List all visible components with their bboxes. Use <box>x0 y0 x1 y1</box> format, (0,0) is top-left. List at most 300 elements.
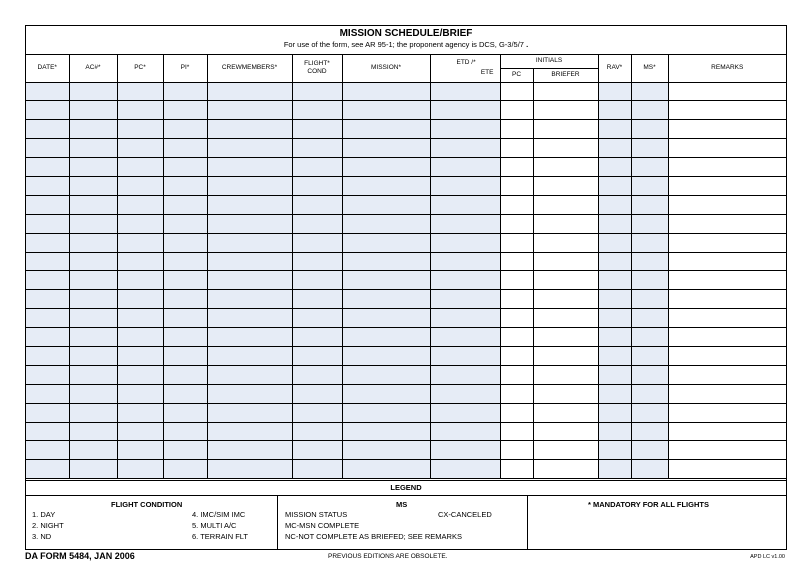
cell-remarks[interactable] <box>668 290 786 309</box>
cell-crewmembers[interactable] <box>207 365 292 384</box>
cell-mission[interactable] <box>342 422 430 441</box>
cell-date[interactable] <box>26 460 69 479</box>
cell-ms[interactable] <box>631 365 668 384</box>
cell-etd-ete[interactable] <box>430 176 500 195</box>
cell-pi[interactable] <box>163 271 207 290</box>
cell-rav[interactable] <box>598 290 631 309</box>
cell-etd-ete[interactable] <box>430 195 500 214</box>
cell-ac[interactable] <box>69 441 117 460</box>
cell-pi[interactable] <box>163 195 207 214</box>
cell-etd-ete[interactable] <box>430 252 500 271</box>
cell-mission[interactable] <box>342 158 430 177</box>
cell-pc[interactable] <box>117 328 163 347</box>
cell-mission[interactable] <box>342 82 430 101</box>
cell-initials-pc[interactable] <box>500 309 533 328</box>
cell-rav[interactable] <box>598 233 631 252</box>
cell-remarks[interactable] <box>668 233 786 252</box>
cell-initials-pc[interactable] <box>500 384 533 403</box>
cell-date[interactable] <box>26 365 69 384</box>
col-header-ete: ETE <box>480 69 494 76</box>
table-row <box>26 309 786 328</box>
cell-etd-ete[interactable] <box>430 403 500 422</box>
cell-pi[interactable] <box>163 233 207 252</box>
cell-ms[interactable] <box>631 271 668 290</box>
cell-initials-pc[interactable] <box>500 101 533 120</box>
cell-initials-pc[interactable] <box>500 365 533 384</box>
cell-ms[interactable] <box>631 290 668 309</box>
cell-pc[interactable] <box>117 441 163 460</box>
cell-pc[interactable] <box>117 309 163 328</box>
cell-ms[interactable] <box>631 422 668 441</box>
table-row <box>26 346 786 365</box>
cell-mission[interactable] <box>342 441 430 460</box>
cell-initials-pc[interactable] <box>500 328 533 347</box>
cell-etd-ete[interactable] <box>430 309 500 328</box>
cell-ac[interactable] <box>69 158 117 177</box>
cell-remarks[interactable] <box>668 384 786 403</box>
cell-initials-pc[interactable] <box>500 233 533 252</box>
cell-remarks[interactable] <box>668 365 786 384</box>
cell-initials-briefer[interactable] <box>533 214 598 233</box>
cell-date[interactable] <box>26 271 69 290</box>
cell-rav[interactable] <box>598 176 631 195</box>
cell-initials-pc[interactable] <box>500 441 533 460</box>
cell-remarks[interactable] <box>668 139 786 158</box>
cell-pc[interactable] <box>117 403 163 422</box>
cell-initials-pc[interactable] <box>500 176 533 195</box>
cell-initials-briefer[interactable] <box>533 328 598 347</box>
cell-initials-briefer[interactable] <box>533 176 598 195</box>
cell-ac[interactable] <box>69 309 117 328</box>
cell-ms[interactable] <box>631 120 668 139</box>
cell-ac[interactable] <box>69 384 117 403</box>
cell-initials-pc[interactable] <box>500 290 533 309</box>
cell-rav[interactable] <box>598 252 631 271</box>
cell-crewmembers[interactable] <box>207 195 292 214</box>
cell-flight-cond[interactable] <box>292 328 342 347</box>
cell-remarks[interactable] <box>668 120 786 139</box>
cell-crewmembers[interactable] <box>207 328 292 347</box>
cell-ms[interactable] <box>631 195 668 214</box>
cell-date[interactable] <box>26 252 69 271</box>
cell-ac[interactable] <box>69 365 117 384</box>
cell-rav[interactable] <box>598 309 631 328</box>
cell-date[interactable] <box>26 233 69 252</box>
cell-date[interactable] <box>26 384 69 403</box>
cell-pi[interactable] <box>163 403 207 422</box>
col-header-flight-cond-line2: COND <box>307 67 327 75</box>
cell-ms[interactable] <box>631 441 668 460</box>
cell-date[interactable] <box>26 214 69 233</box>
table-row <box>26 214 786 233</box>
cell-remarks[interactable] <box>668 403 786 422</box>
cell-rav[interactable] <box>598 120 631 139</box>
cell-ac[interactable] <box>69 214 117 233</box>
form-title: MISSION SCHEDULE/BRIEF <box>339 28 473 39</box>
cell-pi[interactable] <box>163 346 207 365</box>
cell-ac[interactable] <box>69 176 117 195</box>
cell-crewmembers[interactable] <box>207 120 292 139</box>
cell-rav[interactable] <box>598 403 631 422</box>
cell-date[interactable] <box>26 120 69 139</box>
cell-ms[interactable] <box>631 403 668 422</box>
cell-flight-cond[interactable] <box>292 101 342 120</box>
cell-mission[interactable] <box>342 460 430 479</box>
cell-crewmembers[interactable] <box>207 309 292 328</box>
cell-mission[interactable] <box>342 365 430 384</box>
cell-mission[interactable] <box>342 214 430 233</box>
cell-pc[interactable] <box>117 422 163 441</box>
cell-flight-cond[interactable] <box>292 158 342 177</box>
cell-mission[interactable] <box>342 233 430 252</box>
cell-initials-briefer[interactable] <box>533 441 598 460</box>
cell-etd-ete[interactable] <box>430 328 500 347</box>
cell-date[interactable] <box>26 441 69 460</box>
cell-pi[interactable] <box>163 120 207 139</box>
cell-flight-cond[interactable] <box>292 460 342 479</box>
legend-ms-status-label: MISSION STATUS <box>285 510 348 519</box>
cell-crewmembers[interactable] <box>207 101 292 120</box>
cell-rav[interactable] <box>598 441 631 460</box>
cell-ac[interactable] <box>69 290 117 309</box>
cell-remarks[interactable] <box>668 422 786 441</box>
cell-pc[interactable] <box>117 158 163 177</box>
cell-date[interactable] <box>26 422 69 441</box>
cell-date[interactable] <box>26 158 69 177</box>
cell-ac[interactable] <box>69 139 117 158</box>
cell-pi[interactable] <box>163 384 207 403</box>
cell-ac[interactable] <box>69 252 117 271</box>
cell-ac[interactable] <box>69 101 117 120</box>
cell-ms[interactable] <box>631 384 668 403</box>
cell-rav[interactable] <box>598 460 631 479</box>
cell-mission[interactable] <box>342 346 430 365</box>
cell-flight-cond[interactable] <box>292 195 342 214</box>
cell-crewmembers[interactable] <box>207 214 292 233</box>
cell-pi[interactable] <box>163 460 207 479</box>
cell-initials-pc[interactable] <box>500 403 533 422</box>
cell-initials-briefer[interactable] <box>533 290 598 309</box>
cell-initials-pc[interactable] <box>500 460 533 479</box>
cell-rav[interactable] <box>598 158 631 177</box>
cell-crewmembers[interactable] <box>207 176 292 195</box>
cell-crewmembers[interactable] <box>207 422 292 441</box>
cell-ms[interactable] <box>631 158 668 177</box>
cell-initials-pc[interactable] <box>500 422 533 441</box>
cell-pi[interactable] <box>163 252 207 271</box>
legend-mandatory <box>528 496 786 549</box>
cell-etd-ete[interactable] <box>430 290 500 309</box>
table-row <box>26 422 786 441</box>
cell-flight-cond[interactable] <box>292 120 342 139</box>
cell-remarks[interactable] <box>668 195 786 214</box>
cell-remarks[interactable] <box>668 176 786 195</box>
col-header-pc: PC* <box>117 54 163 82</box>
cell-ms[interactable] <box>631 252 668 271</box>
legend <box>26 496 786 549</box>
cell-initials-pc[interactable] <box>500 214 533 233</box>
cell-ac[interactable] <box>69 403 117 422</box>
cell-remarks[interactable] <box>668 346 786 365</box>
cell-pc[interactable] <box>117 101 163 120</box>
cell-pi[interactable] <box>163 441 207 460</box>
cell-rav[interactable] <box>598 422 631 441</box>
cell-crewmembers[interactable] <box>207 82 292 101</box>
cell-flight-cond[interactable] <box>292 176 342 195</box>
cell-pc[interactable] <box>117 346 163 365</box>
cell-initials-briefer[interactable] <box>533 158 598 177</box>
cell-flight-cond[interactable] <box>292 422 342 441</box>
cell-rav[interactable] <box>598 214 631 233</box>
cell-initials-briefer[interactable] <box>533 422 598 441</box>
cell-date[interactable] <box>26 403 69 422</box>
cell-initials-briefer[interactable] <box>533 346 598 365</box>
cell-date[interactable] <box>26 176 69 195</box>
cell-ms[interactable] <box>631 139 668 158</box>
cell-initials-briefer[interactable] <box>533 101 598 120</box>
cell-pc[interactable] <box>117 233 163 252</box>
cell-etd-ete[interactable] <box>430 441 500 460</box>
cell-pc[interactable] <box>117 252 163 271</box>
cell-flight-cond[interactable] <box>292 346 342 365</box>
cell-etd-ete[interactable] <box>430 365 500 384</box>
cell-flight-cond[interactable] <box>292 271 342 290</box>
legend-fc-item: 2. NIGHT <box>32 521 64 530</box>
cell-initials-pc[interactable] <box>500 346 533 365</box>
cell-ms[interactable] <box>631 346 668 365</box>
table-row <box>26 271 786 290</box>
cell-pi[interactable] <box>163 365 207 384</box>
cell-pc[interactable] <box>117 82 163 101</box>
cell-initials-pc[interactable] <box>500 120 533 139</box>
cell-crewmembers[interactable] <box>207 290 292 309</box>
cell-rav[interactable] <box>598 82 631 101</box>
col-header-ms: MS* <box>631 54 668 82</box>
cell-flight-cond[interactable] <box>292 309 342 328</box>
legend-ms-not-complete: NC-NOT COMPLETE AS BRIEFED; SEE REMARKS <box>285 532 462 541</box>
cell-date[interactable] <box>26 346 69 365</box>
cell-flight-cond[interactable] <box>292 290 342 309</box>
cell-rav[interactable] <box>598 271 631 290</box>
cell-ms[interactable] <box>631 233 668 252</box>
cell-pc[interactable] <box>117 290 163 309</box>
cell-crewmembers[interactable] <box>207 233 292 252</box>
cell-remarks[interactable] <box>668 214 786 233</box>
cell-crewmembers[interactable] <box>207 460 292 479</box>
cell-initials-briefer[interactable] <box>533 233 598 252</box>
cell-mission[interactable] <box>342 403 430 422</box>
cell-pc[interactable] <box>117 120 163 139</box>
cell-rav[interactable] <box>598 101 631 120</box>
cell-mission[interactable] <box>342 290 430 309</box>
cell-mission[interactable] <box>342 384 430 403</box>
cell-initials-briefer[interactable] <box>533 460 598 479</box>
cell-mission[interactable] <box>342 271 430 290</box>
table-row <box>26 328 786 347</box>
cell-pc[interactable] <box>117 195 163 214</box>
cell-pc[interactable] <box>117 139 163 158</box>
cell-ms[interactable] <box>631 460 668 479</box>
cell-flight-cond[interactable] <box>292 365 342 384</box>
cell-remarks[interactable] <box>668 328 786 347</box>
cell-date[interactable] <box>26 328 69 347</box>
cell-pi[interactable] <box>163 328 207 347</box>
cell-initials-briefer[interactable] <box>533 120 598 139</box>
cell-rav[interactable] <box>598 365 631 384</box>
col-header-rav: RAV* <box>598 54 631 82</box>
cell-etd-ete[interactable] <box>430 82 500 101</box>
cell-flight-cond[interactable] <box>292 82 342 101</box>
cell-pi[interactable] <box>163 422 207 441</box>
cell-pi[interactable] <box>163 158 207 177</box>
cell-mission[interactable] <box>342 328 430 347</box>
cell-ms[interactable] <box>631 214 668 233</box>
cell-rav[interactable] <box>598 384 631 403</box>
cell-pi[interactable] <box>163 290 207 309</box>
cell-pi[interactable] <box>163 309 207 328</box>
cell-initials-briefer[interactable] <box>533 365 598 384</box>
cell-initials-briefer[interactable] <box>533 252 598 271</box>
cell-etd-ete[interactable] <box>430 101 500 120</box>
cell-remarks[interactable] <box>668 460 786 479</box>
cell-initials-briefer[interactable] <box>533 309 598 328</box>
col-header-etd-ete <box>430 54 500 82</box>
cell-ac[interactable] <box>69 328 117 347</box>
cell-etd-ete[interactable] <box>430 460 500 479</box>
cell-ms[interactable] <box>631 309 668 328</box>
cell-ac[interactable] <box>69 460 117 479</box>
cell-etd-ete[interactable] <box>430 271 500 290</box>
cell-etd-ete[interactable] <box>430 158 500 177</box>
cell-crewmembers[interactable] <box>207 384 292 403</box>
cell-date[interactable] <box>26 309 69 328</box>
cell-ms[interactable] <box>631 101 668 120</box>
cell-mission[interactable] <box>342 101 430 120</box>
cell-initials-briefer[interactable] <box>533 82 598 101</box>
cell-pc[interactable] <box>117 271 163 290</box>
cell-initials-pc[interactable] <box>500 139 533 158</box>
cell-pc[interactable] <box>117 176 163 195</box>
cell-initials-pc[interactable] <box>500 252 533 271</box>
cell-remarks[interactable] <box>668 271 786 290</box>
cell-initials-briefer[interactable] <box>533 195 598 214</box>
cell-initials-pc[interactable] <box>500 271 533 290</box>
cell-flight-cond[interactable] <box>292 252 342 271</box>
cell-pc[interactable] <box>117 384 163 403</box>
cell-rav[interactable] <box>598 139 631 158</box>
cell-initials-briefer[interactable] <box>533 139 598 158</box>
cell-etd-ete[interactable] <box>430 346 500 365</box>
cell-initials-briefer[interactable] <box>533 384 598 403</box>
cell-etd-ete[interactable] <box>430 384 500 403</box>
cell-crewmembers[interactable] <box>207 346 292 365</box>
cell-mission[interactable] <box>342 139 430 158</box>
legend-flight-condition-title: FLIGHT CONDITION <box>111 500 183 509</box>
cell-crewmembers[interactable] <box>207 271 292 290</box>
cell-mission[interactable] <box>342 176 430 195</box>
cell-pc[interactable] <box>117 214 163 233</box>
table-row <box>26 101 786 120</box>
cell-ms[interactable] <box>631 176 668 195</box>
cell-ms[interactable] <box>631 328 668 347</box>
table-row <box>26 441 786 460</box>
cell-pc[interactable] <box>117 365 163 384</box>
cell-pc[interactable] <box>117 460 163 479</box>
cell-date[interactable] <box>26 290 69 309</box>
cell-rav[interactable] <box>598 346 631 365</box>
cell-date[interactable] <box>26 82 69 101</box>
cell-crewmembers[interactable] <box>207 403 292 422</box>
cell-initials-pc[interactable] <box>500 158 533 177</box>
cell-ac[interactable] <box>69 120 117 139</box>
cell-date[interactable] <box>26 101 69 120</box>
cell-remarks[interactable] <box>668 252 786 271</box>
cell-ac[interactable] <box>69 346 117 365</box>
cell-mission[interactable] <box>342 195 430 214</box>
cell-remarks[interactable] <box>668 82 786 101</box>
cell-flight-cond[interactable] <box>292 384 342 403</box>
cell-ac[interactable] <box>69 422 117 441</box>
cell-date[interactable] <box>26 139 69 158</box>
cell-etd-ete[interactable] <box>430 120 500 139</box>
col-header-date: DATE* <box>26 54 69 82</box>
cell-mission[interactable] <box>342 309 430 328</box>
cell-ms[interactable] <box>631 82 668 101</box>
cell-crewmembers[interactable] <box>207 158 292 177</box>
cell-crewmembers[interactable] <box>207 139 292 158</box>
cell-etd-ete[interactable] <box>430 233 500 252</box>
cell-flight-cond[interactable] <box>292 139 342 158</box>
cell-ac[interactable] <box>69 271 117 290</box>
cell-flight-cond[interactable] <box>292 403 342 422</box>
cell-pi[interactable] <box>163 214 207 233</box>
cell-flight-cond[interactable] <box>292 441 342 460</box>
legend-mission-status <box>278 496 528 549</box>
col-header-mission: MISSION* <box>342 54 430 82</box>
cell-crewmembers[interactable] <box>207 441 292 460</box>
cell-pi[interactable] <box>163 176 207 195</box>
cell-ac[interactable] <box>69 233 117 252</box>
cell-rav[interactable] <box>598 328 631 347</box>
cell-initials-briefer[interactable] <box>533 271 598 290</box>
cell-remarks[interactable] <box>668 309 786 328</box>
col-header-remarks: REMARKS <box>668 54 786 82</box>
cell-crewmembers[interactable] <box>207 252 292 271</box>
cell-remarks[interactable] <box>668 158 786 177</box>
cell-rav[interactable] <box>598 195 631 214</box>
cell-mission[interactable] <box>342 252 430 271</box>
cell-flight-cond[interactable] <box>292 214 342 233</box>
cell-pi[interactable] <box>163 139 207 158</box>
cell-initials-briefer[interactable] <box>533 403 598 422</box>
cell-etd-ete[interactable] <box>430 139 500 158</box>
cell-etd-ete[interactable] <box>430 422 500 441</box>
cell-remarks[interactable] <box>668 441 786 460</box>
cell-etd-ete[interactable] <box>430 214 500 233</box>
cell-flight-cond[interactable] <box>292 233 342 252</box>
cell-pi[interactable] <box>163 82 207 101</box>
cell-initials-pc[interactable] <box>500 195 533 214</box>
cell-initials-pc[interactable] <box>500 82 533 101</box>
table-row <box>26 460 786 479</box>
cell-ac[interactable] <box>69 82 117 101</box>
cell-date[interactable] <box>26 195 69 214</box>
cell-mission[interactable] <box>342 120 430 139</box>
cell-ac[interactable] <box>69 195 117 214</box>
cell-pi[interactable] <box>163 101 207 120</box>
cell-remarks[interactable] <box>668 101 786 120</box>
col-header-pi: PI* <box>163 54 207 82</box>
